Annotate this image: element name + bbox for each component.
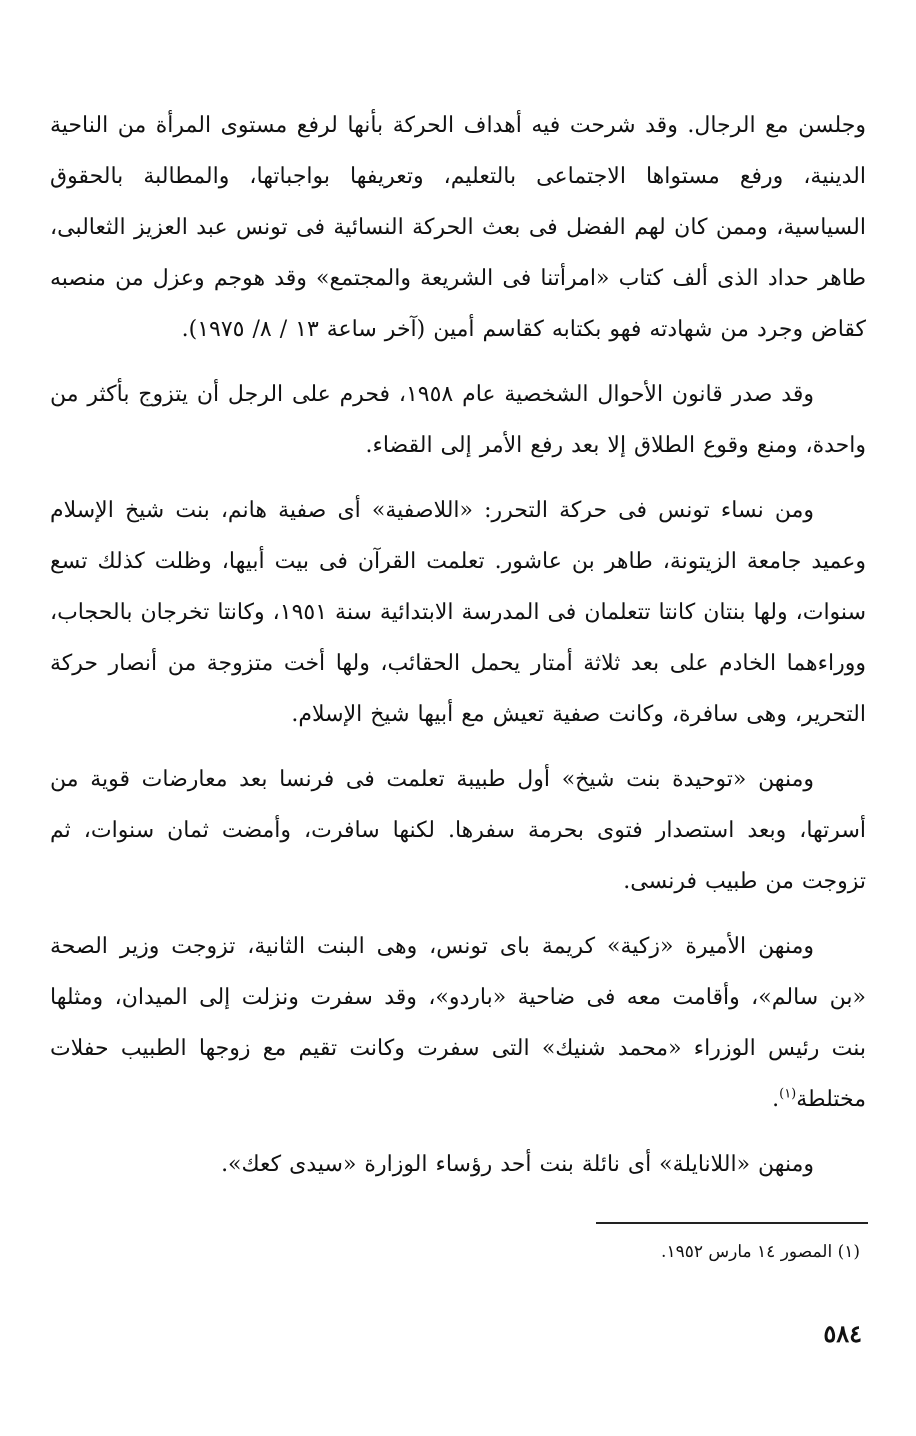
paragraph-6: ومنهن «اللانايلة» أى نائلة بنت أحد رؤساء الوزارة «سيدى كعك». — [221, 1152, 814, 1177]
paragraph-5-text: ومنهن الأميرة «زكية» كريمة باى تونس، وهى البنت الثانية، تزوجت وزير الصحة «بن سالم»، وأقامت معه فى ضاحية «باردو»، وقد سفرت ونزلت إلى الميدان، ومثلها بنت رئيس الوزراء «محمد شنيك» التى سفرت وكانت تقيم مع زوجها الطبيب حفلات مختلطة — [50, 934, 866, 1112]
paragraph-4: ومنهن «توحيدة بنت شيخ» أول طبيبة تعلمت فى فرنسا بعد معارضات قوية من أسرتها، وبعد استصدار فتوى بحرمة سفرها. لكنها سافرت، وأمضت ثمان سنوات، ثم تزوجت من طبيب فرنسى. — [50, 767, 866, 894]
paragraph-1: وجلسن مع الرجال. وقد شرحت فيه أهداف الحركة بأنها لرفع مستوى المرأة من الناحية الدينية، ورفع مستواها الاجتماعى بالتعليم، وتعريفها بواجباتها، والمطالبة بالحقوق السياسية، وممن كان لهم الفضل فى بعث الحركة النسائية فى تونس عبد العزيز الثعالبى، طاهر حداد الذى ألف كتاب «امرأتنا فى الشريعة والمجتمع» وقد هوجم وعزل من منصبه كقاض وجرد من شهادته فهو بكتابه كقاسم أمين (آخر ساعة ١٣ / ٨/ ١٩٧٥). — [50, 113, 866, 342]
body-text — [50, 100, 866, 1204]
footnote-separator — [596, 1222, 868, 1224]
footnote-reference: (١) — [779, 1086, 797, 1102]
paragraph-3: ومن نساء تونس فى حركة التحرر: «اللاصفية» أى صفية هانم، بنت شيخ الإسلام وعميد جامعة الزيتونة، طاهر بن عاشور. تعلمت القرآن فى بيت أبيها، وظلت كذلك تسع سنوات، ولها بنتان كانتا تتعلمان فى المدرسة الابتدائية سنة ١٩٥١، وكانتا تخرجان بالحجاب، ووراءهما الخادم على بعد ثلاثة أمتار يحمل الحقائب، ولها أخت متزوجة من أنصار حركة التحرير، وهى سافرة، وكانت صفية تعيش مع أبيها شيخ الإسلام. — [50, 498, 866, 727]
footnote: (١) المصور ١٤ مارس ١٩٥٢. — [661, 1242, 860, 1262]
paragraph-5-end: . — [772, 1087, 780, 1112]
page-number: ٥٨٤ — [823, 1319, 862, 1348]
paragraph-5 — [50, 921, 866, 1125]
paragraph-2: وقد صدر قانون الأحوال الشخصية عام ١٩٥٨، فحرم على الرجل أن يتزوج بأكثر من واحدة، ومنع وقوع الطلاق إلا بعد رفع الأمر إلى القضاء. — [50, 382, 866, 458]
